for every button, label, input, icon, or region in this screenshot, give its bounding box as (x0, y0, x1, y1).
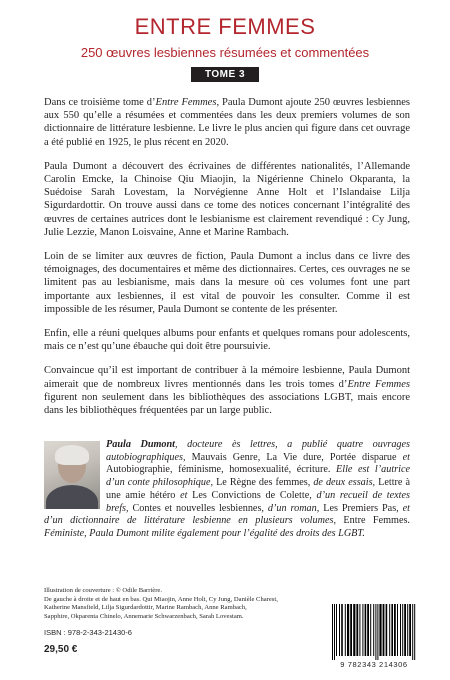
author-name: Paula Dumont (106, 439, 176, 450)
blurb-paragraph-4: Enfin, elle a réuni quelques albums pour enfants et quelques romans pour adolescents, mais ce n’est qu’une ébauche qui doit être poursuivie. (44, 328, 410, 353)
isbn: ISBN : 978-2-343-21430-6 (44, 628, 132, 637)
blurb-paragraph-3: Loin de se limiter aux œuvres de fiction, Paula Dumont a inclus dans ce livre des témoignages, des documentaires et même des dictionnaires. Certes, ces ouvrages ne se limitent pas au lesbianisme, mais dans la mesure où ces volumes font une part importante aux lesbiennes, il est vital de pouvoir les consulter. Comme il est impossible de les résumer, Paula Dumont se contente de les présenter. (44, 251, 410, 315)
credits-line: Sapphire, Okparenta Chinelo, Annemarie Schwarzenbach, Sarah Lovestam. (44, 612, 244, 620)
blurb-paragraph-5: Convaincue qu’il est important de contribuer à la mémoire lesbienne, Paula Dumont aimerait que de nombreux livres mentionnés dans les trois tomes d’Entre Femmes figurent non seulement dans les bibliothèques des associations LGBT, mais encore dans les bibliothèques fréquentées par un large public. (44, 365, 410, 417)
author-bio: Paula Dumont, docteure ès lettres, a publié quatre ouvrages autobiographiques, Mauvais Genre, La Vie dure, Portée disparue et Autobiographie, féminisme, homosexualité, écriture. Elle est l’autrice d’un conte philosophique, Le Règne des femmes, de deux essais, Lettre à une amie hétéro et Les Convictions de Colette, d’un recueil de textes brefs, Contes et nouvelles lesbiennes, d’un roman, Les Premiers Pas, et d’un dictionnaire de littérature lesbienne en plusieurs volumes, Entre Femmes. Féministe, Paula Dumont milite également pour l’égalité des droits des LGBT. (44, 439, 411, 539)
blurb-paragraph-1: Dans ce troisième tome d’Entre Femmes, Paula Dumont ajoute 250 œuvres lesbiennes aux 550 qu’elle a résumées et commentées dans les deux premiers volumes de son dictionnaire de littérature lesbienne. Le livre le plus ancien qui figure dans cet ouvrage a été publié en 1925, le plus récent en 2020. (44, 97, 411, 148)
blurb-paragraph-2: Paula Dumont a découvert des écrivaines de différentes nationalités, l’Allemande Carolin Emcke, la Chinoise Qiu Miaojin, la Nigérienne Chinelo Okparanta, la Suédoise Sarah Lovestam, la Norvégienne Anne Holt et l’Islandaise Lilja Sigurdardottir. On trouve aussi dans ce tome des notices concernant l’intégralité des œuvres de certaines autrices dont le lesbianisme est clairement revendiqué : Cy Jung, Julie Lezzie, Manon Loisvaine, Anne et Marine Rambach. (44, 160, 410, 238)
author-photo (44, 441, 100, 509)
credits-line: Illustration de couverture : © Odile Barrière. (44, 587, 162, 594)
barcode-bars (328, 602, 420, 660)
book-subtitle: 250 œuvres lesbiennes résumées et commentées (80, 45, 370, 60)
blurb (44, 96, 410, 417)
price: 29,50 € (44, 644, 78, 655)
tome-badge: TOME 3 (191, 67, 259, 82)
book-title: ENTRE FEMMES (134, 14, 316, 39)
credits-line: Katherine Mansfield, Lilja Sigurdardottir, Marine Rambach, Anne Rambach, (44, 604, 247, 611)
barcode (328, 602, 420, 672)
barcode-digits: 9 782343 214306 (340, 660, 408, 669)
credits-line: De gauche à droite et de haut en bas. Qui Miaojin, Anne Holt, Cy Jung, Danièle Charest, (44, 595, 278, 603)
